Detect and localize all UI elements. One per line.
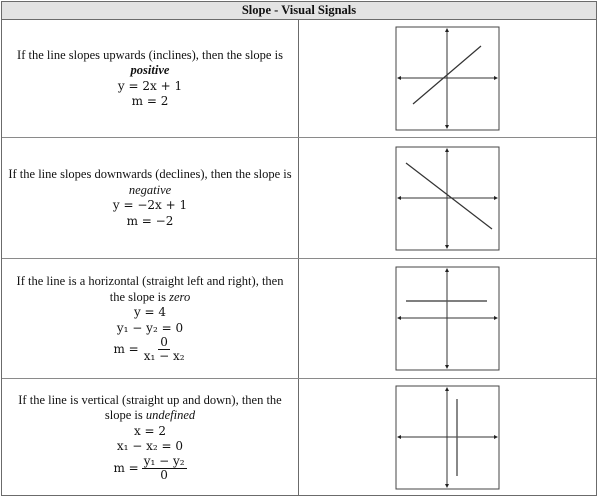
description-text: If the line slopes upwards (inclines), then the slope is positive bbox=[17, 47, 283, 77]
table-row-undefined bbox=[2, 379, 596, 495]
keyword-undefined: undefined bbox=[145, 408, 196, 422]
description-text: If the line is a horizontal (straight left and right), then the slope is zero bbox=[16, 274, 284, 304]
graph-cell bbox=[299, 138, 596, 258]
slope-formula: m = $\frac{0}{\text{x₁ − x₂}}$ bbox=[113, 335, 185, 363]
table-row-negative bbox=[2, 138, 596, 259]
undefined-slope-graph-icon bbox=[395, 385, 500, 490]
graph-cell bbox=[299, 20, 596, 137]
positive-slope-graph-icon bbox=[395, 26, 500, 131]
equation: x = 2 bbox=[133, 423, 167, 438]
table-row-positive bbox=[2, 20, 596, 138]
keyword-negative: negative bbox=[128, 182, 172, 197]
description-block bbox=[8, 393, 293, 482]
zero-slope-graph-icon bbox=[395, 266, 500, 371]
keyword-zero: zero bbox=[169, 289, 191, 304]
description-block bbox=[8, 167, 293, 229]
graph-cell bbox=[299, 259, 596, 378]
equation: y = 4 bbox=[133, 305, 167, 319]
table-title: Slope - Visual Signals bbox=[2, 2, 596, 20]
description-cell bbox=[2, 259, 299, 378]
description-block bbox=[8, 274, 293, 363]
difference: x₁ − x₂ = 0 bbox=[116, 439, 184, 453]
description-cell bbox=[2, 20, 299, 137]
table-row-zero bbox=[2, 259, 596, 379]
slope-value: m = −2 bbox=[126, 213, 174, 228]
description-cell bbox=[2, 138, 299, 258]
equation: y = 2x + 1 bbox=[117, 78, 183, 93]
slope-table bbox=[1, 1, 597, 496]
slope-formula: m = $\frac{\text{y₁ − y₂}}{0}$ bbox=[113, 453, 185, 482]
description-cell bbox=[2, 379, 299, 495]
slope-value: m = 2 bbox=[131, 94, 169, 108]
keyword-positive: positive bbox=[130, 63, 170, 77]
equation: y = −2x + 1 bbox=[112, 198, 188, 212]
difference: y₁ − y₂ = 0 bbox=[116, 320, 184, 335]
description-text: If the line is vertical (straight up and down), then the slope is undefined bbox=[18, 392, 282, 422]
description-block bbox=[8, 48, 293, 110]
description-text: If the line slopes downwards (declines), then the slope is negative bbox=[8, 167, 292, 197]
graph-cell bbox=[299, 379, 596, 495]
negative-slope-graph-icon bbox=[395, 146, 500, 251]
